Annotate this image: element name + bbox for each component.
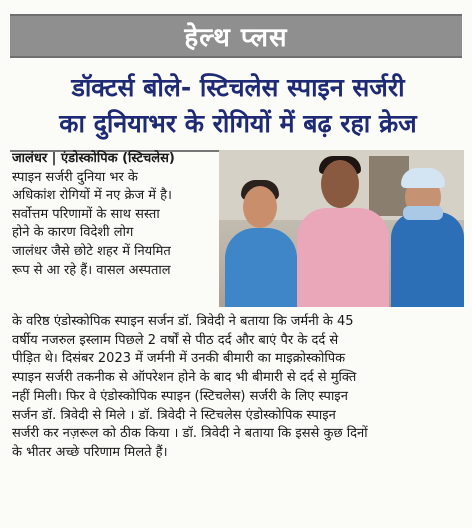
- article-line: सर्वोत्तम परिणामों के साथ सस्ता: [12, 206, 160, 222]
- patient-face: [321, 160, 359, 208]
- article-line: नहीं मिली। फिर वे एंडोस्कोपिक स्पाइन (स्टिचलेस) सर्जरी के लिए स्पाइन: [12, 388, 348, 404]
- article-line: के वरिष्ठ एंडोस्कोपिक स्पाइन सर्जन डॉ. त्रिवेदी ने बताया कि जर्मनी के 45: [12, 314, 354, 329]
- doctor-figure: [391, 212, 464, 307]
- section-title: हेल्थ प्लस: [184, 23, 288, 53]
- headline-line-2: का दुनियाभर के रोगियों में बढ़ रहा क्रेज: [59, 109, 417, 138]
- article-line: पीड़ित थे। दिसंबर 2023 में जर्मनी में उनकी बीमारी का माइक्रोस्कोपिक: [12, 351, 346, 367]
- surgical-cap: [401, 168, 445, 188]
- section-banner: [10, 14, 462, 58]
- article-line: जालंधर | एंडोस्कोपिक (स्टिचलेस): [12, 151, 175, 166]
- article-line: स्पाइन सर्जरी दुनिया भर के: [12, 169, 138, 185]
- article-line: सर्जन डॉ. त्रिवेदी से मिले । डॉ. त्रिवेदी ने स्टिचलेस एंडोस्कोपिक स्पाइन: [12, 407, 336, 423]
- article-line: रूप से आ रहे हैं। वासल अस्पताल: [12, 262, 171, 278]
- article-photo: [219, 150, 464, 307]
- headline: [12, 70, 464, 142]
- headline-line-1: डॉक्टर्स बोले- स्टिचलेस स्पाइन सर्जरी: [71, 73, 405, 102]
- article-column: [12, 150, 214, 280]
- article-body: [12, 313, 462, 463]
- surgical-mask: [403, 206, 443, 220]
- nurse-face: [243, 186, 277, 228]
- article-line: होने के कारण विदेशी लोग: [12, 225, 134, 241]
- article-line: स्पाइन सर्जरी तकनीक से ऑपरेशन होने के बाद भी बीमारी से दर्द से मुक्ति: [12, 370, 357, 386]
- article-line: जालंधर जैसे छोटे शहर में नियमित: [12, 243, 171, 259]
- article-line: के भीतर अच्छे परिणाम मिलते हैं।: [12, 444, 168, 460]
- patient-figure: [297, 208, 389, 307]
- article-line: सर्जरी कर नज़रूल को ठीक किया । डॉ. त्रिवेदी ने बताया कि इससे कुछ दिनों: [12, 426, 368, 442]
- article-line: वर्षीय नजरुल इस्लाम पिछले 2 वर्षों से पीठ दर्द और बाएं पैर के दर्द से: [12, 332, 339, 348]
- nurse-figure: [225, 228, 297, 307]
- article-line: अधिकांश रोगियों में नए क्रेज में है।: [12, 188, 172, 204]
